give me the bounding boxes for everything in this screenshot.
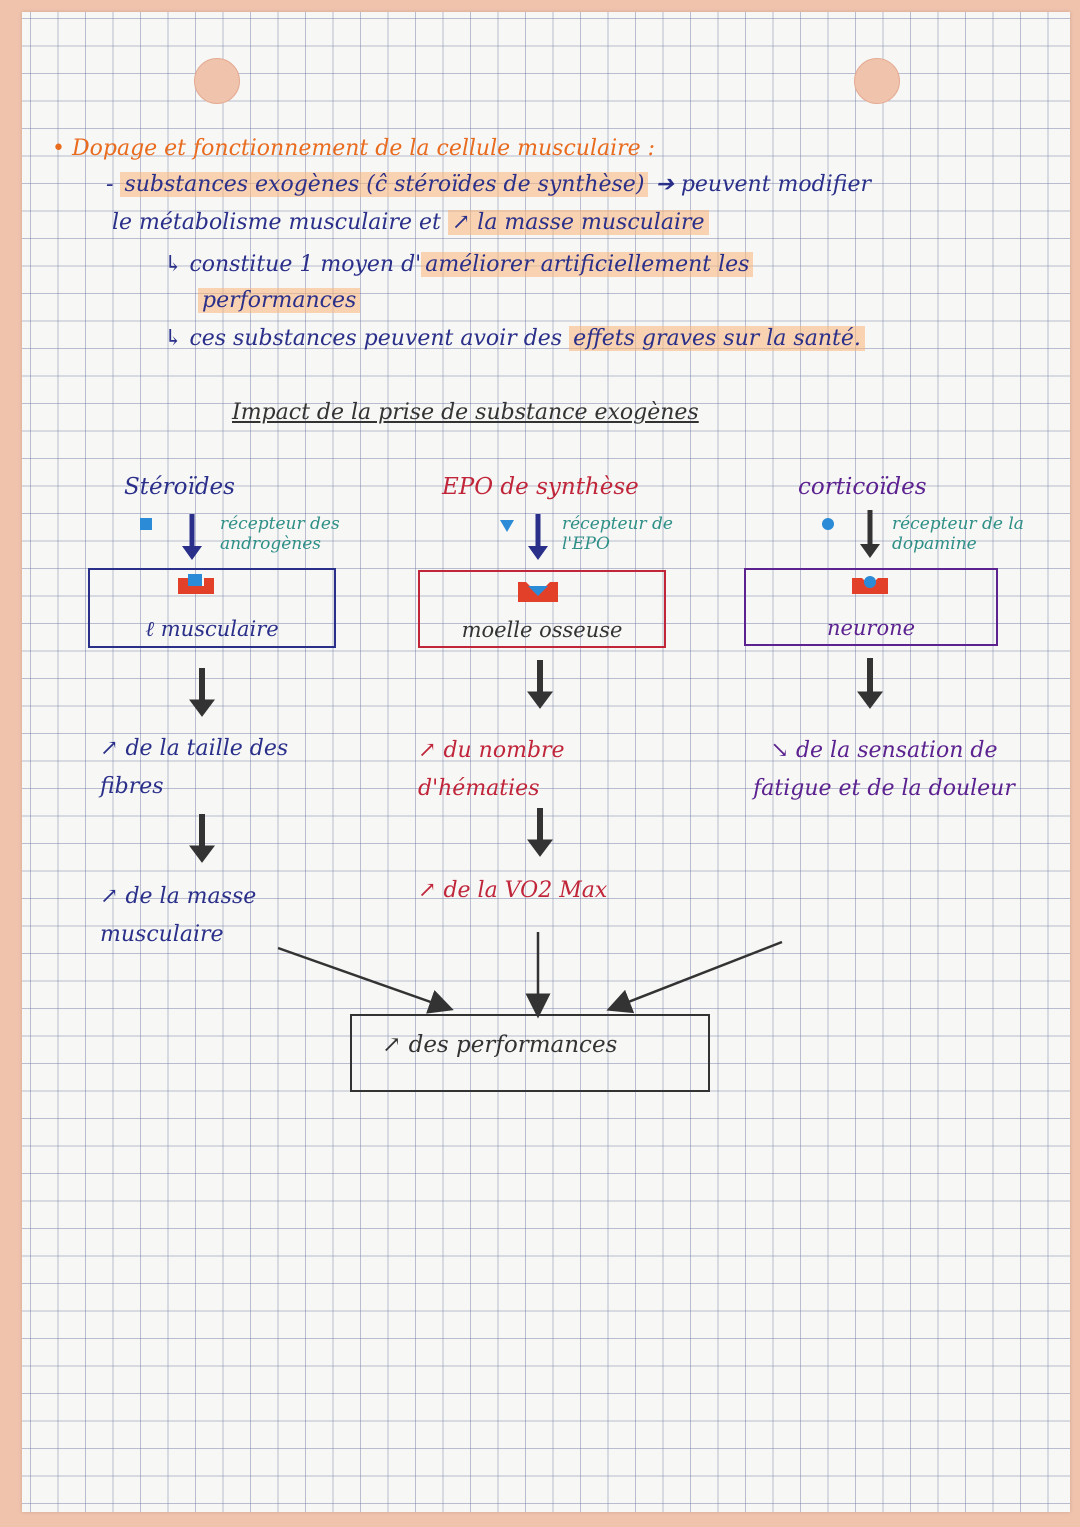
col3-target-cell: neurone xyxy=(744,568,998,646)
result-label: ↗ des performances xyxy=(382,1032,618,1058)
corticoid-molecule-icon xyxy=(822,518,834,530)
col1-effect-1: ↗ de la taille des fibres xyxy=(100,736,289,799)
stage-arrows xyxy=(190,658,882,862)
section-heading: • Dopage et fonctionnement de la cellule musculaire : xyxy=(52,136,656,161)
col2-effect-1: ↗ du nombre d'hématies xyxy=(418,738,565,801)
col2-substance: EPO de synthèse xyxy=(442,474,639,500)
col3-to-result-arrow xyxy=(618,942,782,1006)
notebook-page xyxy=(22,12,1070,1512)
col1-receptor-label: récepteur des androgènes xyxy=(220,514,340,554)
col2-binding-arrowhead xyxy=(528,546,548,560)
note-sub-1: ↳ constitue 1 moyen d' améliorer artificiellement les xyxy=(164,252,753,277)
col2-target-cell: moelle osseuse xyxy=(418,570,666,648)
androgen-molecule-icon xyxy=(140,518,152,530)
col1-to-result-arrow xyxy=(278,948,442,1006)
col1-binding-arrowhead xyxy=(182,546,202,560)
col3-substance: corticoïdes xyxy=(798,474,927,500)
col1-substance: Stéroïdes xyxy=(124,474,235,500)
col3-binding-arrowhead xyxy=(860,544,880,558)
note-line-2: le métabolisme musculaire et ↗ la masse musculaire xyxy=(112,210,709,235)
col2-effect-2: ↗ de la VO2 Max xyxy=(418,878,608,903)
col2-receptor-label: récepteur de l'EPO xyxy=(562,514,673,554)
col3-effect-1: ↘ de la sensation de fatigue et de la douleur xyxy=(753,738,1015,801)
col1-bound-molecule-icon xyxy=(188,574,202,586)
note-sub-1-cont: performances xyxy=(198,288,360,313)
diagram-title: Impact de la prise de substance exogènes xyxy=(232,400,699,425)
note-sub-2: ↳ ces substances peuvent avoir des effets graves sur la santé. xyxy=(164,326,865,351)
col3-bound-molecule-icon xyxy=(864,576,876,588)
col1-target-cell: ℓ musculaire xyxy=(88,568,336,648)
note-line-1: - substances exogènes (ĉ stéroïdes de synthèse) ➔ peuvent modifier xyxy=(106,172,871,197)
epo-molecule-icon xyxy=(500,520,514,532)
col3-receptor-label: récepteur de la dopamine xyxy=(892,514,1024,554)
col1-effect-2: ↗ de la masse musculaire xyxy=(100,884,257,947)
diagram-arrows xyxy=(22,12,1070,1512)
